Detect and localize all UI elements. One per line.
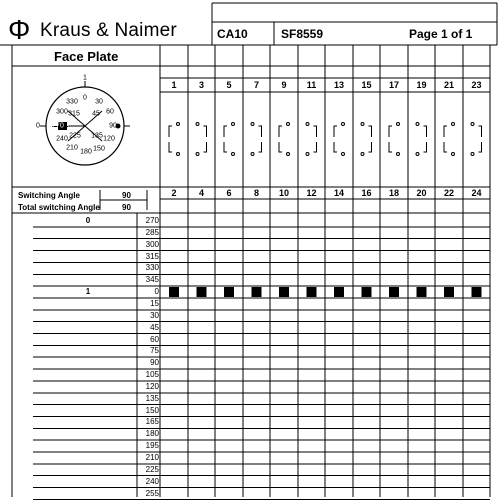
position-angle: 330	[145, 263, 159, 273]
contact-symbol	[169, 126, 172, 152]
contact-symbol	[224, 126, 227, 152]
dial-label-highlight: 270	[52, 122, 64, 130]
position-angle: 225	[145, 464, 159, 474]
contact-terminal	[306, 123, 309, 126]
position-angle: 75	[150, 346, 159, 356]
terminal-number-top: 9	[281, 80, 287, 90]
terminal-number-bottom: 6	[226, 188, 232, 198]
dial-label: 60	[106, 108, 114, 116]
terminal-number-bottom: 24	[471, 188, 482, 198]
type-code: CA10	[217, 27, 248, 41]
position-angle: 120	[145, 381, 159, 391]
program-number: SF8559	[281, 27, 324, 41]
position-angle: 315	[145, 251, 159, 261]
contact-terminal	[196, 153, 199, 156]
closed-contact-marker	[169, 287, 179, 297]
position-angle: 300	[145, 239, 159, 249]
dial-label-inner: 225	[69, 132, 81, 140]
dial-position-1: 1	[83, 74, 87, 82]
contact-symbol	[334, 126, 337, 152]
contact-terminal	[416, 123, 419, 126]
contact-terminal	[471, 153, 474, 156]
closed-contact-marker	[224, 287, 234, 297]
closed-contact-marker	[197, 287, 207, 297]
contact-symbol	[279, 126, 282, 152]
contact-terminal	[361, 153, 364, 156]
page-indicator: Page 1 of 1	[409, 27, 473, 41]
switching-angle-value: 90	[122, 191, 131, 200]
contact-terminal	[251, 153, 254, 156]
position-angle: 285	[145, 227, 159, 237]
total-switching-angle-label: Total switching Angle	[18, 203, 100, 212]
face-plate-title: Face Plate	[54, 49, 119, 64]
terminal-number-top: 3	[198, 80, 204, 90]
logo-phi-icon: Φ	[8, 14, 31, 45]
contact-terminal	[196, 123, 199, 126]
position-angle: 180	[145, 429, 159, 439]
position-angle: 150	[145, 405, 159, 415]
terminal-number-bottom: 4	[198, 188, 204, 198]
contact-terminal	[416, 153, 419, 156]
contact-symbol	[369, 126, 372, 152]
contact-symbol	[259, 126, 262, 152]
closed-contact-marker	[472, 287, 482, 297]
dial-label: 330	[66, 98, 78, 106]
terminal-number-bottom: 22	[443, 188, 454, 198]
contact-terminal	[397, 153, 400, 156]
terminal-number-top: 23	[471, 80, 482, 90]
total-switching-angle-value: 90	[122, 203, 131, 212]
position-angle: 210	[145, 453, 159, 462]
position-angle: 60	[150, 334, 159, 344]
position-angle: 240	[145, 476, 159, 486]
contact-terminal	[452, 153, 455, 156]
position-label: 0	[85, 216, 91, 225]
dial-label: 300	[56, 108, 68, 116]
terminal-number-top: 5	[226, 80, 232, 90]
contact-terminal	[232, 123, 235, 126]
position-angle: 90	[150, 358, 159, 368]
position-angle: 30	[150, 310, 159, 320]
dial-label: 0	[83, 94, 87, 102]
dial-label: 210	[66, 144, 78, 152]
position-angle: 270	[145, 216, 159, 225]
contact-symbol	[389, 126, 392, 152]
terminal-number-bottom: 16	[361, 188, 372, 198]
contact-terminal	[342, 123, 345, 126]
contact-terminal	[251, 123, 254, 126]
terminal-number-top: 21	[443, 80, 454, 90]
contact-terminal	[232, 153, 235, 156]
closed-contact-marker	[252, 287, 262, 297]
closed-contact-marker	[334, 287, 344, 297]
contact-symbol	[204, 126, 207, 152]
terminal-number-bottom: 20	[416, 188, 427, 198]
terminal-number-bottom: 18	[388, 188, 399, 198]
contact-terminal	[177, 153, 180, 156]
contact-terminal	[342, 153, 345, 156]
closed-contact-marker	[417, 287, 427, 297]
contact-terminal	[306, 153, 309, 156]
dial-label: 150	[93, 145, 105, 153]
terminal-number-bottom: 14	[333, 188, 344, 198]
dial-label-inner: 135	[91, 132, 103, 140]
dial-position-0: 0	[36, 122, 40, 130]
contact-terminal	[471, 123, 474, 126]
dial-label: 120	[103, 135, 115, 143]
position-angle: 195	[145, 441, 159, 451]
dial-label-inner: 45	[92, 110, 100, 118]
terminal-number-bottom: 2	[171, 188, 177, 198]
brand-name: Kraus & Naimer	[40, 20, 177, 41]
dial-label: 90	[109, 122, 117, 130]
contact-terminal	[452, 123, 455, 126]
position-angle: 165	[145, 417, 159, 427]
contact-terminal	[177, 123, 180, 126]
position-angle: 45	[150, 322, 159, 332]
contact-symbol	[314, 126, 317, 152]
contact-terminal	[397, 123, 400, 126]
terminal-number-top: 7	[253, 80, 259, 90]
dial-label: 240	[56, 135, 68, 143]
dial-label: 30	[95, 98, 103, 106]
terminal-number-top: 11	[306, 80, 317, 90]
dial-label-inner: 315	[68, 110, 80, 118]
position-label: 1	[85, 287, 91, 297]
contact-terminal	[361, 123, 364, 126]
closed-contact-marker	[389, 287, 399, 297]
contact-terminal	[287, 153, 290, 156]
closed-contact-marker	[279, 287, 289, 297]
contact-symbol	[424, 126, 427, 152]
position-angle: 105	[145, 370, 159, 380]
closed-contact-marker	[444, 287, 454, 297]
terminal-number-top: 19	[416, 80, 427, 90]
closed-contact-marker	[307, 287, 317, 297]
position-angle: 0	[154, 287, 159, 297]
contact-symbol	[479, 126, 482, 152]
closed-contact-marker	[362, 287, 372, 297]
switching-angle-label: Switching Angle	[18, 191, 80, 200]
contact-symbol	[444, 126, 447, 152]
position-angle: 255	[145, 488, 159, 498]
position-angle: 135	[145, 393, 159, 403]
terminal-number-top: 15	[361, 80, 372, 90]
position-angle: 345	[145, 275, 159, 285]
terminal-number-top: 1	[171, 80, 177, 90]
terminal-number-bottom: 10	[278, 188, 289, 198]
terminal-number-bottom: 12	[306, 188, 317, 198]
contact-terminal	[287, 123, 290, 126]
terminal-number-top: 17	[388, 80, 399, 90]
terminal-number-top: 13	[333, 80, 344, 90]
position-angle: 15	[150, 298, 159, 308]
dial-label: 180	[80, 148, 92, 156]
terminal-number-bottom: 8	[253, 188, 259, 198]
